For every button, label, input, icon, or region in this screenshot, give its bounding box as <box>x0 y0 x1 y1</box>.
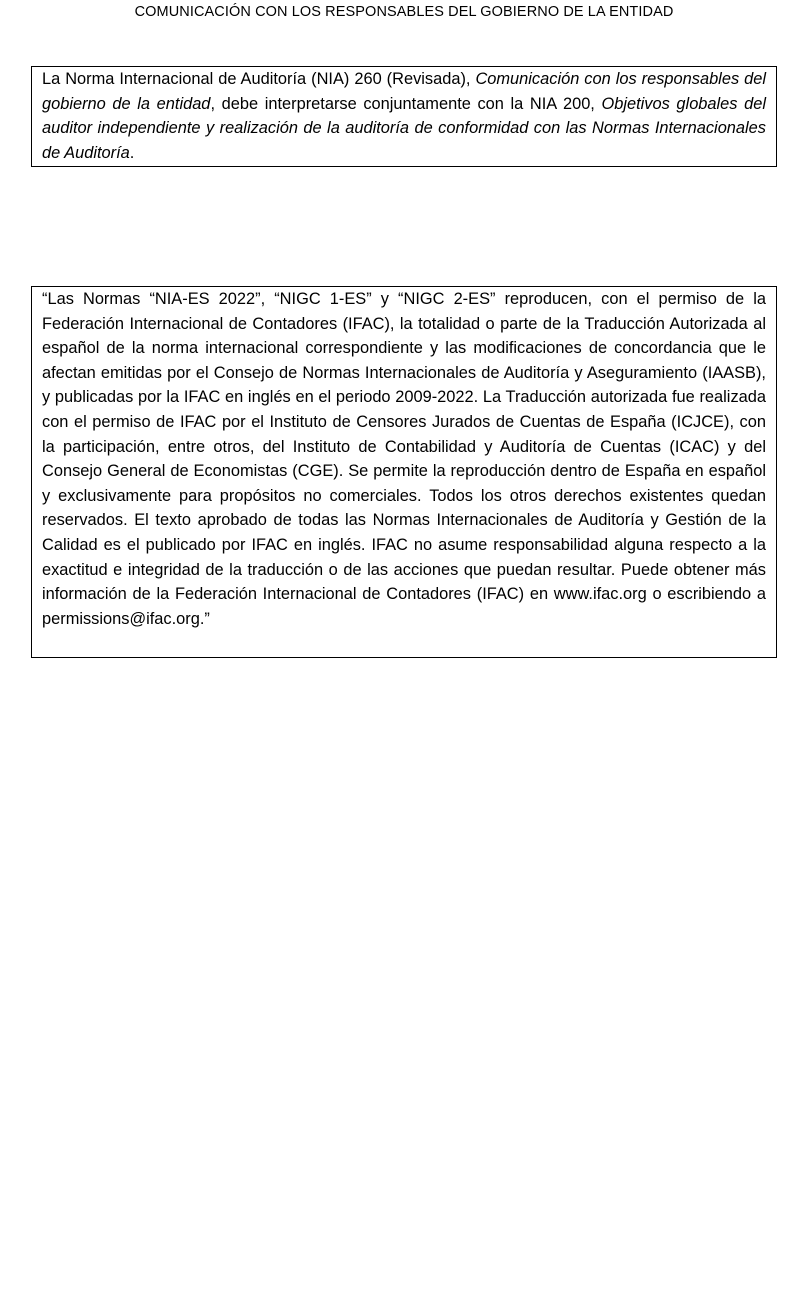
intro-text-3: . <box>129 143 135 162</box>
page-title: COMUNICACIÓN CON LOS RESPONSABLES DEL GOBIERNO DE LA ENTIDAD <box>134 4 674 20</box>
copyright-paragraph: “Las Normas “NIA-ES 2022”, “NIGC 1-ES” y “NIGC 2-ES” reproducen, con el permiso de la Federación Internacional de Contadores (IFAC), la totalidad o parte de la Traducción Autorizada al español de la norma internacional correspondiente y las modificaciones de concordancia que le afectan emitidas por el Consejo de Normas Internacionales de Auditoría y Aseguramiento (IAASB), y publicadas por la IFAC en inglés en el periodo 2009-2022. La Traducción autorizada fue realizada con el permiso de IFAC por el Instituto de Censores Jurados de Cuentas de España (ICJCE), con la participación, entre otros, del Instituto de Contabilidad y Auditoría de Cuentas (ICAC) y del Consejo General de Economistas (CGE). Se permite la reproducción dentro de España en español y exclusivamente para propósitos no comerciales. Todos los otros derechos existentes quedan reservados. El texto aprobado de todas las Normas Internacionales de Auditoría y Gestión de la Calidad es el publicado por IFAC en inglés. IFAC no asume responsabilidad alguna respecto a la exactitud e integridad de la traducción o de las acciones que puedan resultar. Puede obtener más información de la Federación Internacional de Contadores (IFAC) en www.ifac.org o escribiendo a permissions@ifac.org.” <box>42 290 766 628</box>
intro-text-2: , debe interpretarse conjuntamente con la NIA 200, <box>210 94 602 113</box>
intro-notice-box <box>31 66 777 167</box>
intro-text-1: La Norma Internacional de Auditoría (NIA) 260 (Revisada), <box>42 70 476 88</box>
intro-italic-title-2: Objetivos globales del auditor independiente y realización de la auditoría de conformidad con las Normas Internacionales de Auditoría <box>42 94 766 162</box>
intro-paragraph <box>42 67 766 165</box>
copyright-notice-box <box>31 286 777 658</box>
intro-italic-title-1: Comunicación con los responsables del gobierno de la entidad <box>42 70 766 113</box>
